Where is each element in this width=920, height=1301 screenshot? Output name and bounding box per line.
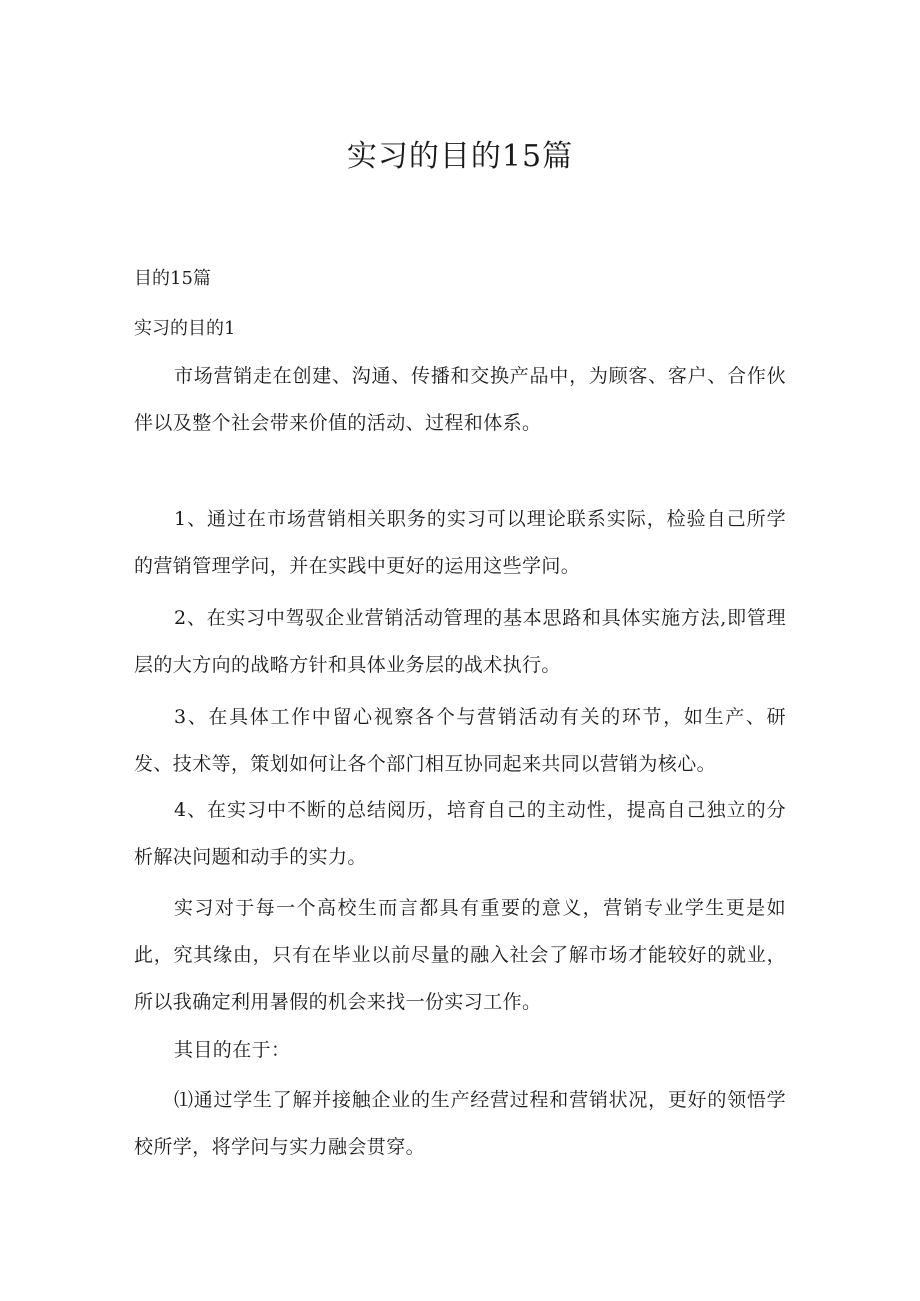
paragraph-point-3: 3、在具体工作中留心视察各个与营销活动有关的环节，如生产、研发、技术等，策划如何让各个部门相互协同起来共同以营销为核心。: [134, 706, 786, 775]
paragraph-significance: 实习对于每一个高校生而言都具有重要的意义，营销专业学生更是如此，究其缘由，只有在毕业以前尽量的融入社会了解市场才能较好的就业，所以我确定利用暑假的机会来找一份实习工作。: [134, 897, 786, 1013]
section-heading: 实习的目的1: [134, 318, 236, 339]
paragraph-intro: 市场营销走在创建、沟通、传播和交换产品中，为顾客、客户、合作伙伴以及整个社会带来价值的活动、过程和体系。: [134, 365, 786, 434]
paragraph-purpose-1: ⑴通过学生了解并接触企业的生产经营过程和营销状况，更好的领悟学校所学，将学问与实力融会贯穿。: [134, 1089, 786, 1158]
paragraph-point-1: 1、通过在市场营销相关职务的实习可以理论联系实际，检验自己所学的营销管理学问，并在实践中更好的运用这些学问。: [134, 508, 786, 577]
paragraph-purpose-lead: 其目的在于：: [174, 1039, 291, 1061]
paragraph-point-4: 4、在实习中不断的总结阅历，培育自己的主动性，提高自己独立的分析解决问题和动手的实力。: [134, 799, 786, 868]
paragraph-point-2: 2、在实习中驾驭企业营销活动管理的基本思路和具体实施方法,即管理层的大方向的战略方针和具体业务层的战术执行。: [134, 607, 786, 676]
subheading: 目的15篇: [134, 268, 211, 289]
document-title: 实习的目的15篇: [346, 139, 574, 174]
